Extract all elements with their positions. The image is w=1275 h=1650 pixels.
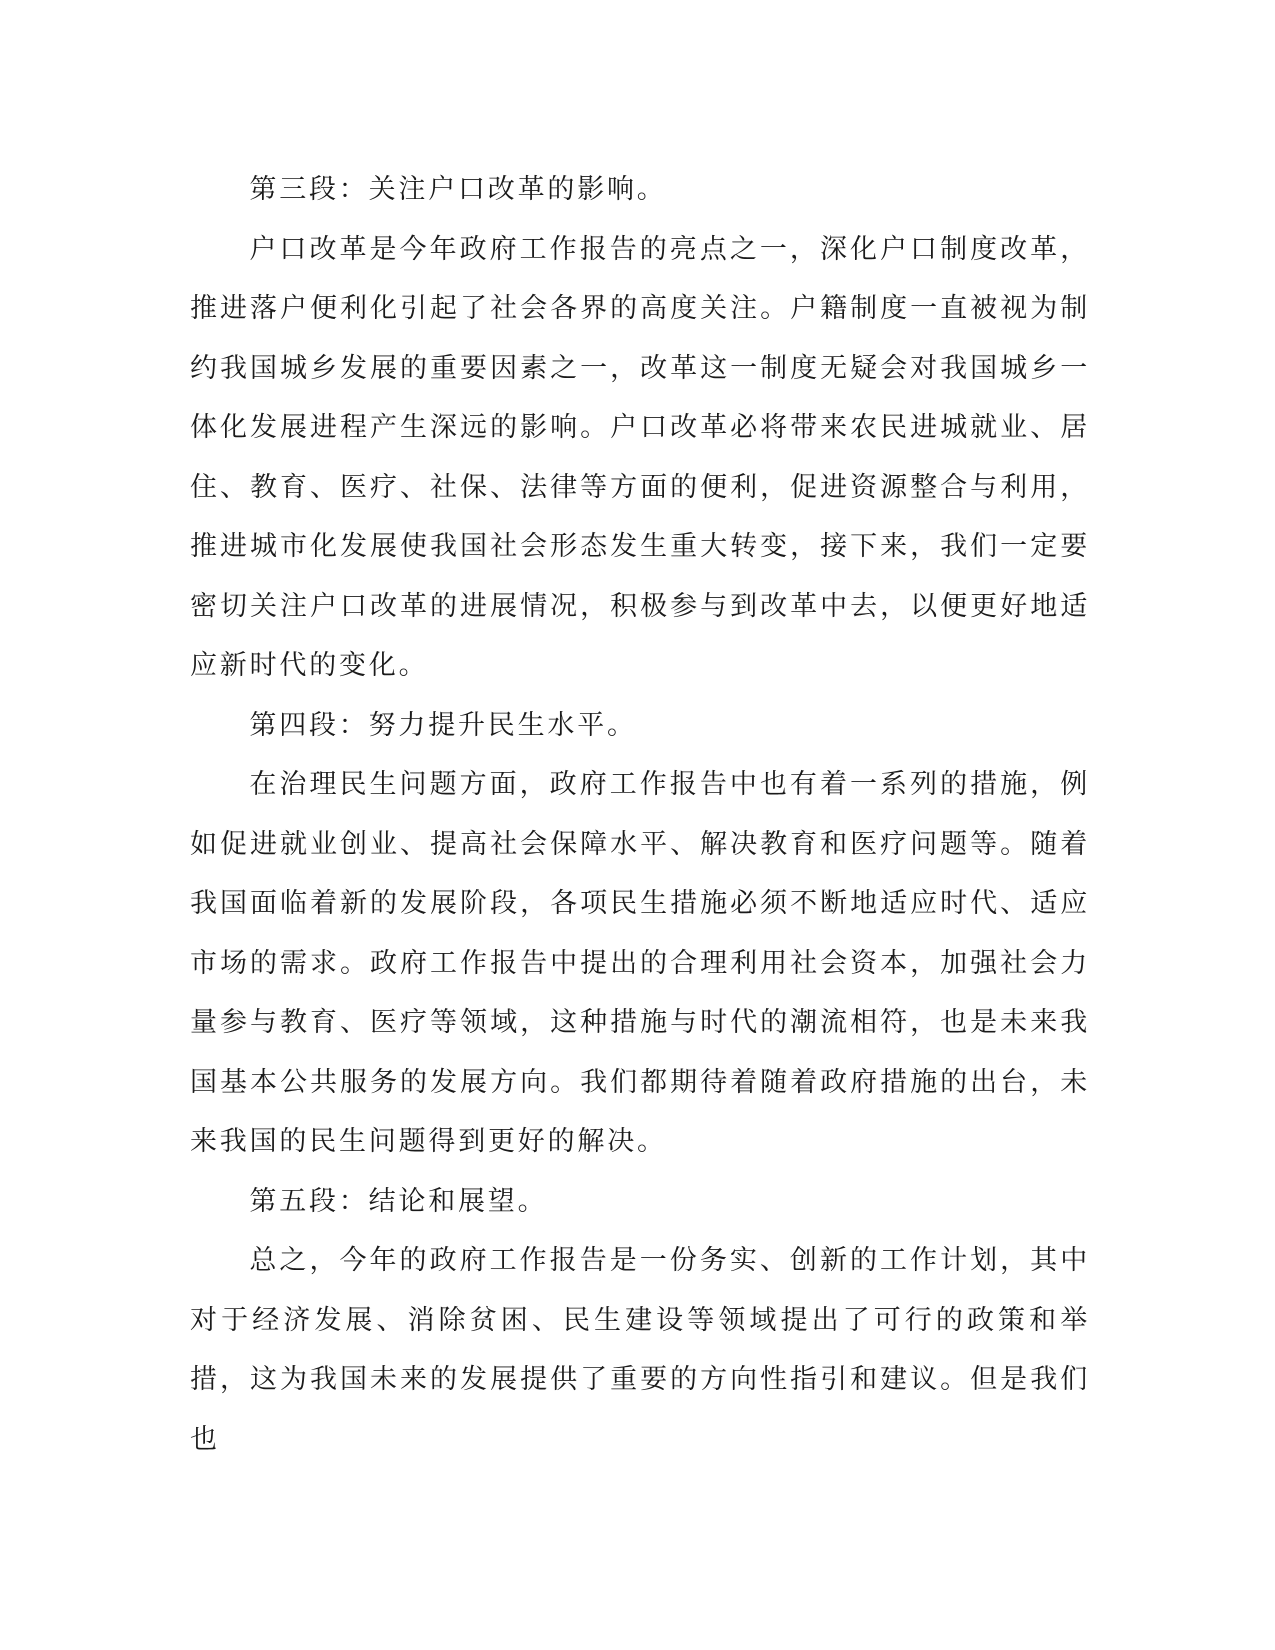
section-3-heading: 第三段：关注户口改革的影响。 [249, 174, 667, 205]
section-4-heading: 第四段：努力提升民生水平。 [249, 709, 637, 741]
section-5-heading: 第五段：结论和展望。 [249, 1185, 548, 1217]
section-3-paragraph: 户口改革是今年政府工作报告的亮点之一，深化户口制度改革，推进落户便利化引起了社会各界的高度关注。户籍制度一直被视为制约我国城乡发展的重要因素之一，改革这一制度无疑会对我国城乡一体化发展进程产生深远的影响。户口改革必将带来农民进城就业、居住、教育、医疗、社保、法律等方面的便利，促进资源整合与利用，推进城市化发展使我国社会形态发生重大转变，接下来，我们一定要密切关注户口改革的进展情况，积极参与到改革中去，以便更好地适应新时代的变化。 [190, 233, 1090, 681]
document-body [190, 160, 1090, 1469]
section-4-paragraph: 在治理民生问题方面，政府工作报告中也有着一系列的措施，例如促进就业创业、提高社会保障水平、解决教育和医疗问题等。随着我国面临着新的发展阶段，各项民生措施必须不断地适应时代、适应市场的需求。政府工作报告中提出的合理利用社会资本，加强社会力量参与教育、医疗等领域，这种措施与时代的潮流相符，也是未来我国基本公共服务的发展方向。我们都期待着随着政府措施的出台，未来我国的民生问题得到更好的解决。 [190, 769, 1090, 1157]
section-5-paragraph: 总之，今年的政府工作报告是一份务实、创新的工作计划，其中对于经济发展、消除贫困、民生建设等领域提出了可行的政策和举措，这为我国未来的发展提供了重要的方向性指引和建议。但是我们也 [190, 1245, 1090, 1455]
